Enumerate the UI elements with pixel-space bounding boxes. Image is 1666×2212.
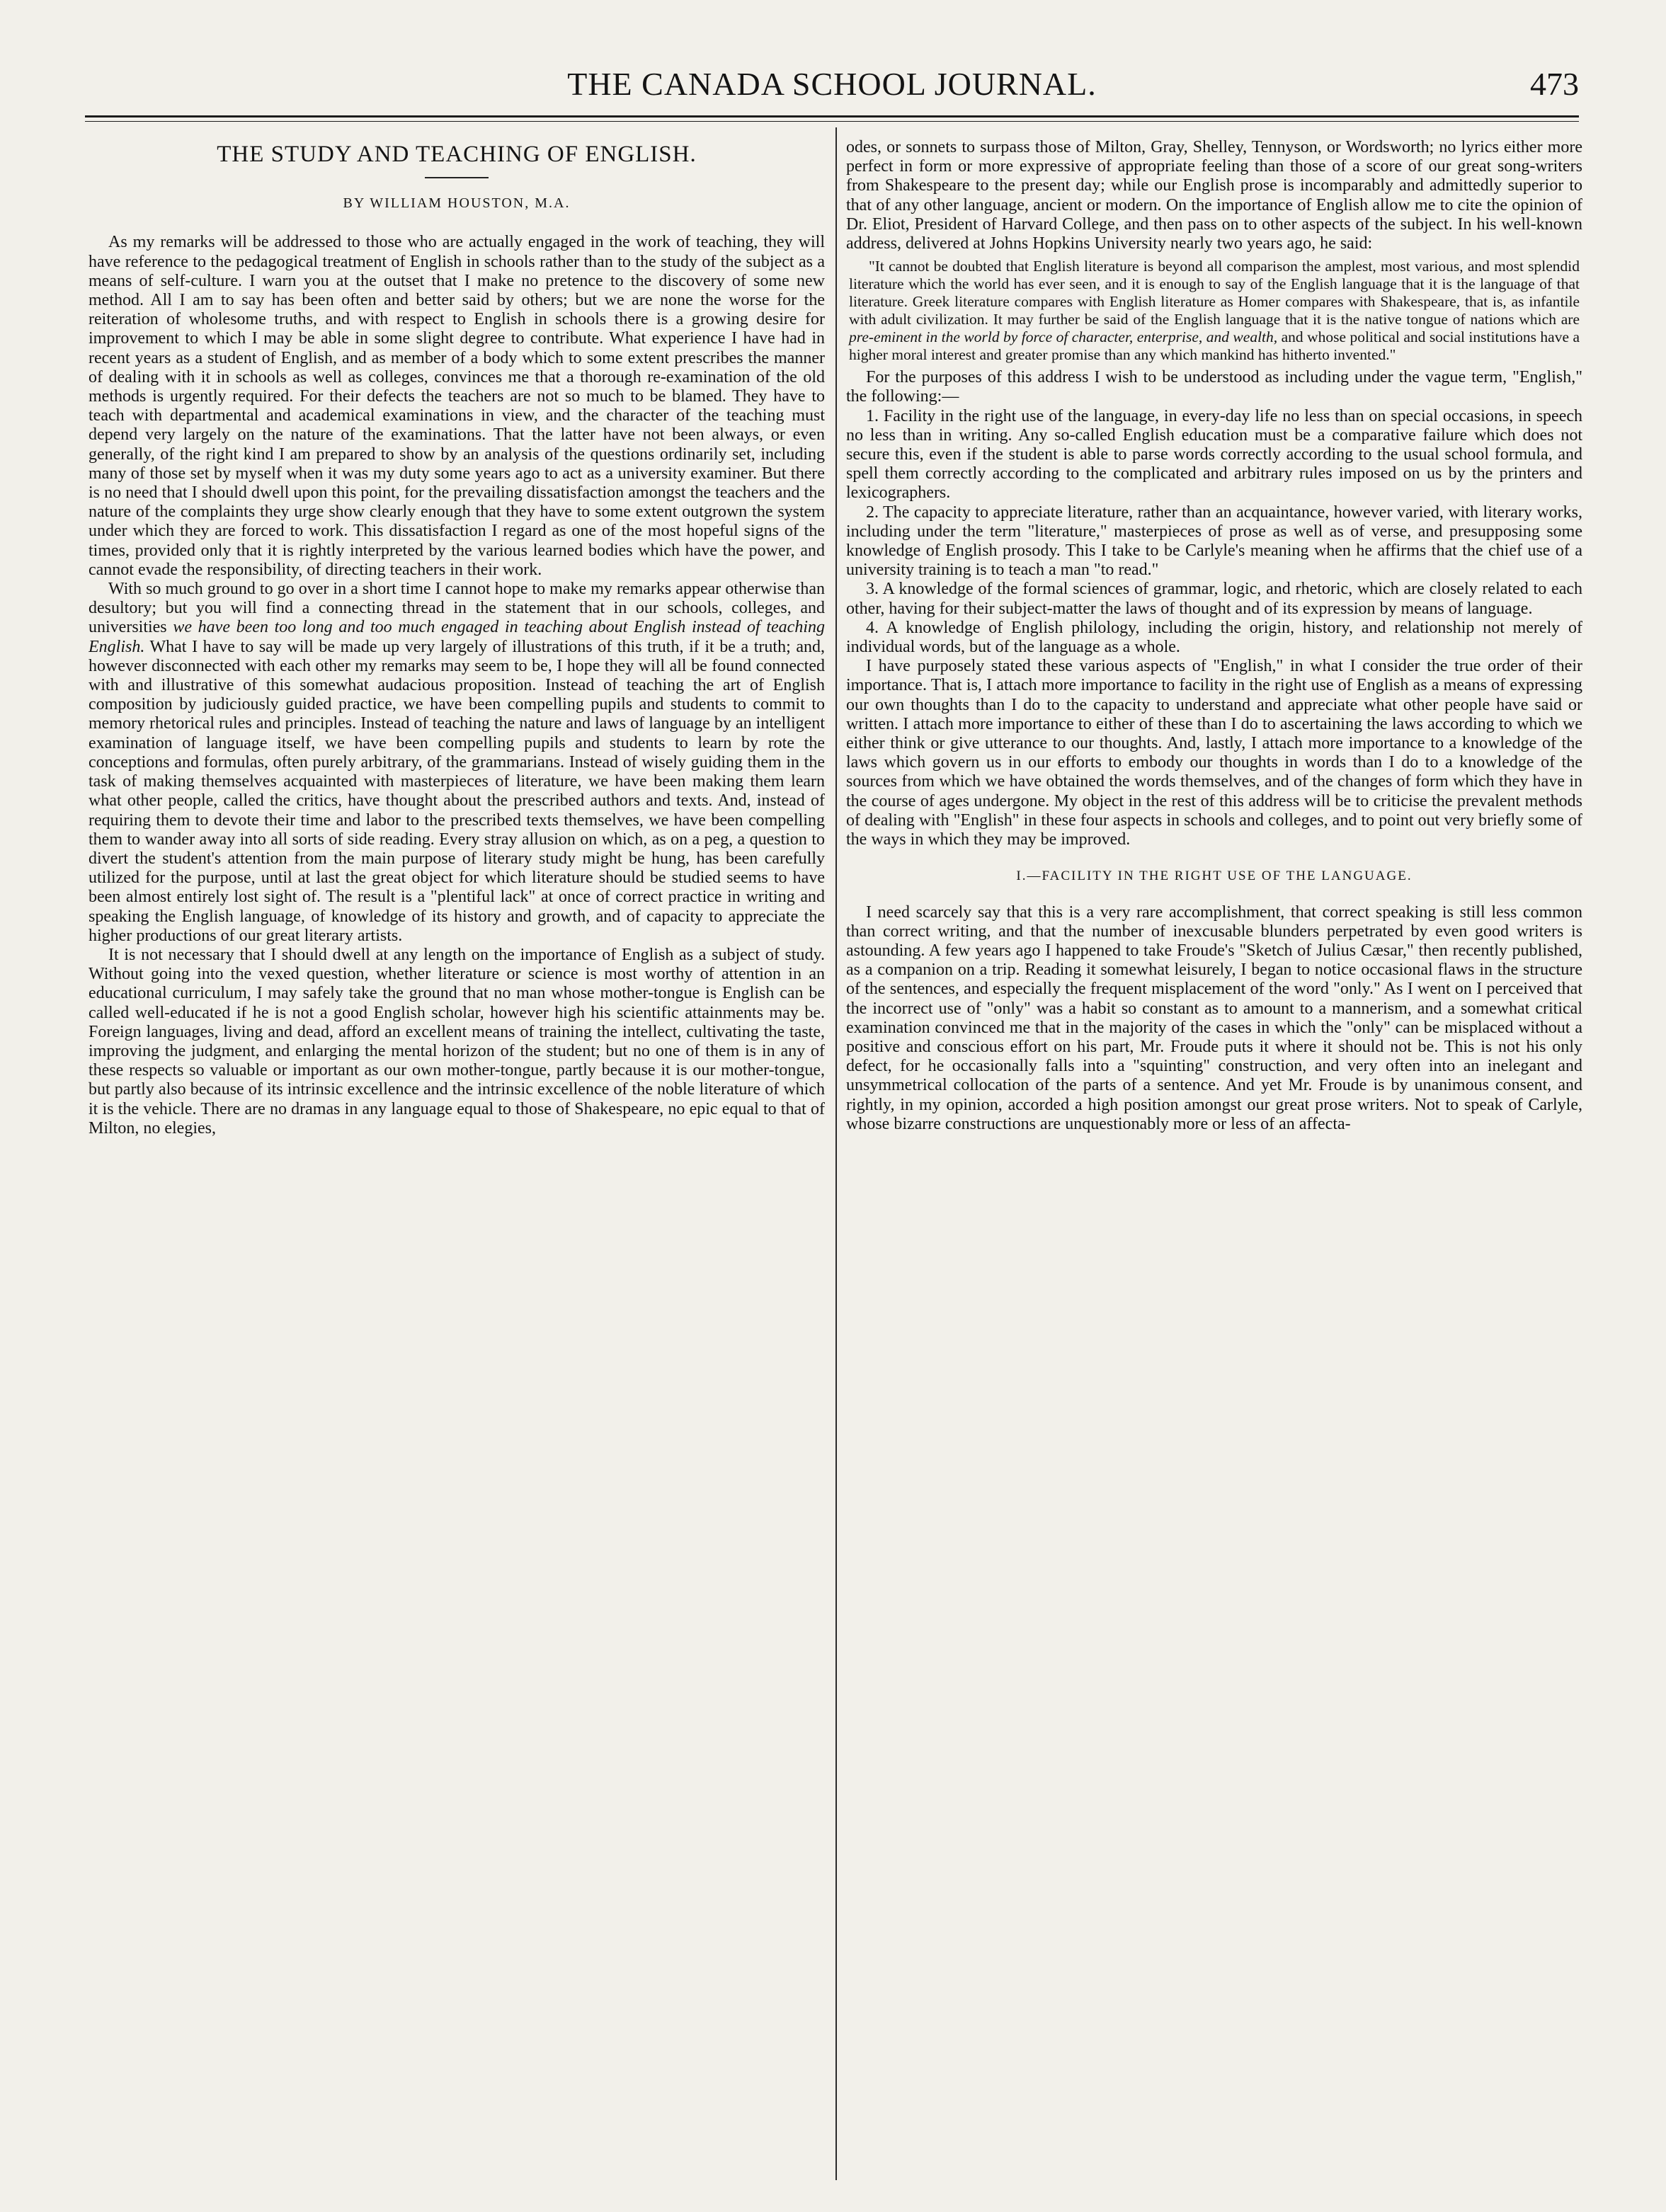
article-byline: BY WILLIAM HOUSTON, M.A.	[343, 195, 571, 212]
quote-text: "It cannot be doubted that English literature is beyond all comparison the amplest, most various, and most splendid literature which the world has ever seen, and it is enough to say of the English language that it is the language of that literature. Greek literature compares with English literature as Homer compares with Shakespeare, that is, as infantile with adult civilization. It may further be said of the English language that it is the native tongue of nations which are	[849, 258, 1580, 328]
article-title: THE STUDY AND TEACHING OF ENGLISH.	[217, 142, 697, 167]
running-header	[85, 65, 1579, 109]
paragraph	[89, 580, 825, 946]
header-rule	[85, 115, 1579, 118]
quote-text: and whose political and social institutions have a higher moral interest and greater promise than any which mankind has hitherto invented."	[849, 328, 1580, 364]
block-quote	[846, 258, 1582, 364]
paragraph-text: What I have to say will be made up very largely of illustrations of this truth, if it be a truth; and, however disconnected with each other my remarks may seem to be, I hope they will all be found connected with and illustrative of this somewhat audacious proposition. Instead of teaching the art of English composition by judiciously guided practice, we have been compelling pupils and students to commit to memory rhetorical rules and principles. Instead of teaching the nature and laws of language by an intelligent examination of language itself, we have been compelling pupils and students to learn by rote the conceptions and formulas, often purely arbitrary, of the grammarians. Instead of wisely guiding them in the task of making themselves acquainted with masterpieces of literature, we have been making them learn what other people, called the critics, have thought about the prescribed authors and texts. And, instead of requiring them to devote their time and labor to the prescribed texts themselves, we have been compelling them to wander away into all sorts of side reading. Every stray allusion on which, as on a peg, a question to divert the student's attention from the main purpose of literary study might be hung, has been carefully utilized for the purpose, until at last the great object for which literature should be studied seems to have been almost entirely lost sight of. The result is a "plentiful lack" at once of correct practice in writing and speaking the English language, of knowledge of its history and growth, and of capacity to appreciate the higher productions of our great literary artists.	[89, 637, 825, 945]
paragraph: It is not necessary that I should dwell at any length on the importance of English as a subject of study. Without going into the vexed question, whether literature or science is most worthy of attention in an educational curriculum, I may safely take the ground that no man whose mother-tongue is English can be called well-educated if he is not a good English scholar, however high his scientific attainments may be. Foreign languages, living and dead, afford an excellent means of training the intellect, cultivating the taste, improving the judgment, and enlarging the mental horizon of the student; but no one of them is in any of these respects so valuable or important as our own mother-tongue, partly because it is our mother-tongue, but partly also because of its intrinsic excellence and the intrinsic excellence of the noble literature of which it is the vehicle. There are no dramas in any language equal to those of Shakespeare, no epic equal to that of Milton, no elegies,	[89, 945, 825, 1137]
paragraph: For the purposes of this address I wish to be understood as including under the vague term, "English," the following:—	[846, 368, 1582, 406]
quote-emphasis: pre-eminent in the world by force of character, enterprise, and wealth,	[849, 328, 1278, 346]
paragraph: I need scarcely say that this is a very rare accomplishment, that correct speaking is still less common than correct writing, and that the number of inexcusable blunders perpetrated by even good writers is astounding. A few years ago I happened to take Froude's "Sketch of Julius Cæsar," then recently published, as a companion on a trip. Reading it somewhat leisurely, I began to notice occasional flaws in the structure of the sentences, and especially the frequent misplacement of the word "only." As I went on I perceived that the incorrect use of "only" was a habit so constant as to amount to a mannerism, and a somewhat critical examination convinced me that in the majority of the cases in which the "only" can be misplaced without a positive and conscious effort on his part, Mr. Froude puts it where it should not be. This is not his only defect, for he occasionally falls into a "squinting" construction, and very often into an inelegant and unsymmetrical collocation of the parts of a sentence. And yet Mr. Froude is by unanimous consent, and rightly, in my opinion, accorded a high position amongst our great prose writers. Not to speak of Carlyle, whose bizarre constructions are unquestionably more or less of an affecta-	[846, 902, 1582, 1133]
paragraph-text: With so much ground to go over in a short time I cannot hope to make my remarks appear otherwise than desultory; but you will find a connecting thread in the statement that in our schools, colleges, and universities	[89, 580, 825, 637]
list-item: 2. The capacity to appreciate literature, rather than an acquaintance, however varied, with literary works, including under the term "literature," masterpieces of prose as well as of verse, and presupposing some knowledge of English prosody. This I take to be Carlyle's meaning when he affirms that the chief use of a university training is to teach a man "to read."	[846, 503, 1582, 580]
paragraph: I have purposely stated these various aspects of "English," in what I consider the true order of their importance. That is, I attach more importance to facility in the right use of English as a means of expressing our own thoughts than I do to the capacity to understand and appreciate what other people have said or written. I attach more importance to either of these than I do to ascertaining the laws according to which we either think or give utterance to our thoughts. And, lastly, I attach more importance to a knowledge of the laws which govern us in our efforts to embody our thoughts in words than I do to a knowledge of the sources from which we have obtained the words themselves, and of the changes of form which they have in the course of ages undergone. My object in the rest of this address will be to criticise the prevalent methods of dealing with "English" in these four aspects in schools and colleges, and to point out very briefly some of the ways in which they may be improved.	[846, 657, 1582, 849]
page-number: 473	[1530, 66, 1579, 102]
paragraph-emphasis: we have been too long and too much engaged in teaching about English instead of teaching English.	[89, 618, 825, 656]
section-heading: I.—FACILITY IN THE RIGHT USE OF THE LANGUAGE.	[1016, 869, 1413, 884]
list-item: 3. A knowledge of the formal sciences of grammar, logic, and rhetoric, which are closely related to each other, having for their subject-matter the laws of thought and of its expression by means of language.	[846, 580, 1582, 618]
list-item: 4. A knowledge of English philology, including the origin, history, and relationship not merely of individual words, but of the language as a whole.	[846, 618, 1582, 657]
right-column	[846, 138, 1582, 2177]
left-column	[89, 138, 825, 2177]
title-rule	[425, 177, 489, 178]
paragraph: As my remarks will be addressed to those who are actually engaged in the work of teaching, they will have reference to the pedagogical treatment of English in schools rather than to the study of the subject as a means of self-culture. I warn you at the outset that I make no pretence to the discovery of some new method. All I am to say has been often and better said by others; but we are none the worse for the reiteration of wholesome truths, and with respect to English in schools there is a growing desire for improvement to which I may be able in some slight degree to contribute. What experience I have had in recent years as a student of English, and as member of a body which to some extent prescribes the manner of dealing with it in schools as well as colleges, convinces me that a thorough re-examination of the old methods is urgently required. For their defects the teachers are not so much to be blamed. They have to teach with departmental and academical examinations in view, and the character of the teaching must depend very largely on the nature of the examinations. That the latter have not been always, or even generally, of the right kind I am prepared to show by an analysis of the questions ordinarily set, including many of those set by myself when it was my duty some years ago to act as a university examiner. But there is no need that I should dwell upon this point, for the prevailing dissatisfaction amongst the teachers and the nature of the complaints they urge show clearly enough that they have to some extent outgrown the system under which they are forced to work. This dissatisfaction I regard as one of the most hopeful signs of the times, provided only that it is rightly interpreted by the various learned bodies which have the power, and cannot evade the responsibility, of directing teachers in their work.	[89, 233, 825, 579]
column-divider	[835, 127, 837, 2180]
journal-title: THE CANADA SCHOOL JOURNAL.	[567, 66, 1097, 102]
header-rule-thin	[85, 121, 1579, 122]
paragraph: odes, or sonnets to surpass those of Milton, Gray, Shelley, Tennyson, or Wordsworth; no lyrics either more perfect in form or more expressive of appropriate feeling than those of a score of our great song-writers from Shakespeare to the present day; while our English prose is incomparably and admittedly superior to that of any other language, ancient or modern. On the importance of English allow me to cite the opinion of Dr. Eliot, President of Harvard College, and then pass on to other aspects of the subject. In his well-known address, delivered at Johns Hopkins University nearly two years ago, he said:	[846, 138, 1582, 253]
list-item: 1. Facility in the right use of the language, in every-day life no less than on special occasions, in speech no less than in writing. Any so-called English education must be a comparative failure which does not secure this, even if the student is able to parse words correctly according to the usual school formula, and spell them correctly according to the complicated and arbitrary rules imposed on us by the printers and lexicographers.	[846, 406, 1582, 503]
